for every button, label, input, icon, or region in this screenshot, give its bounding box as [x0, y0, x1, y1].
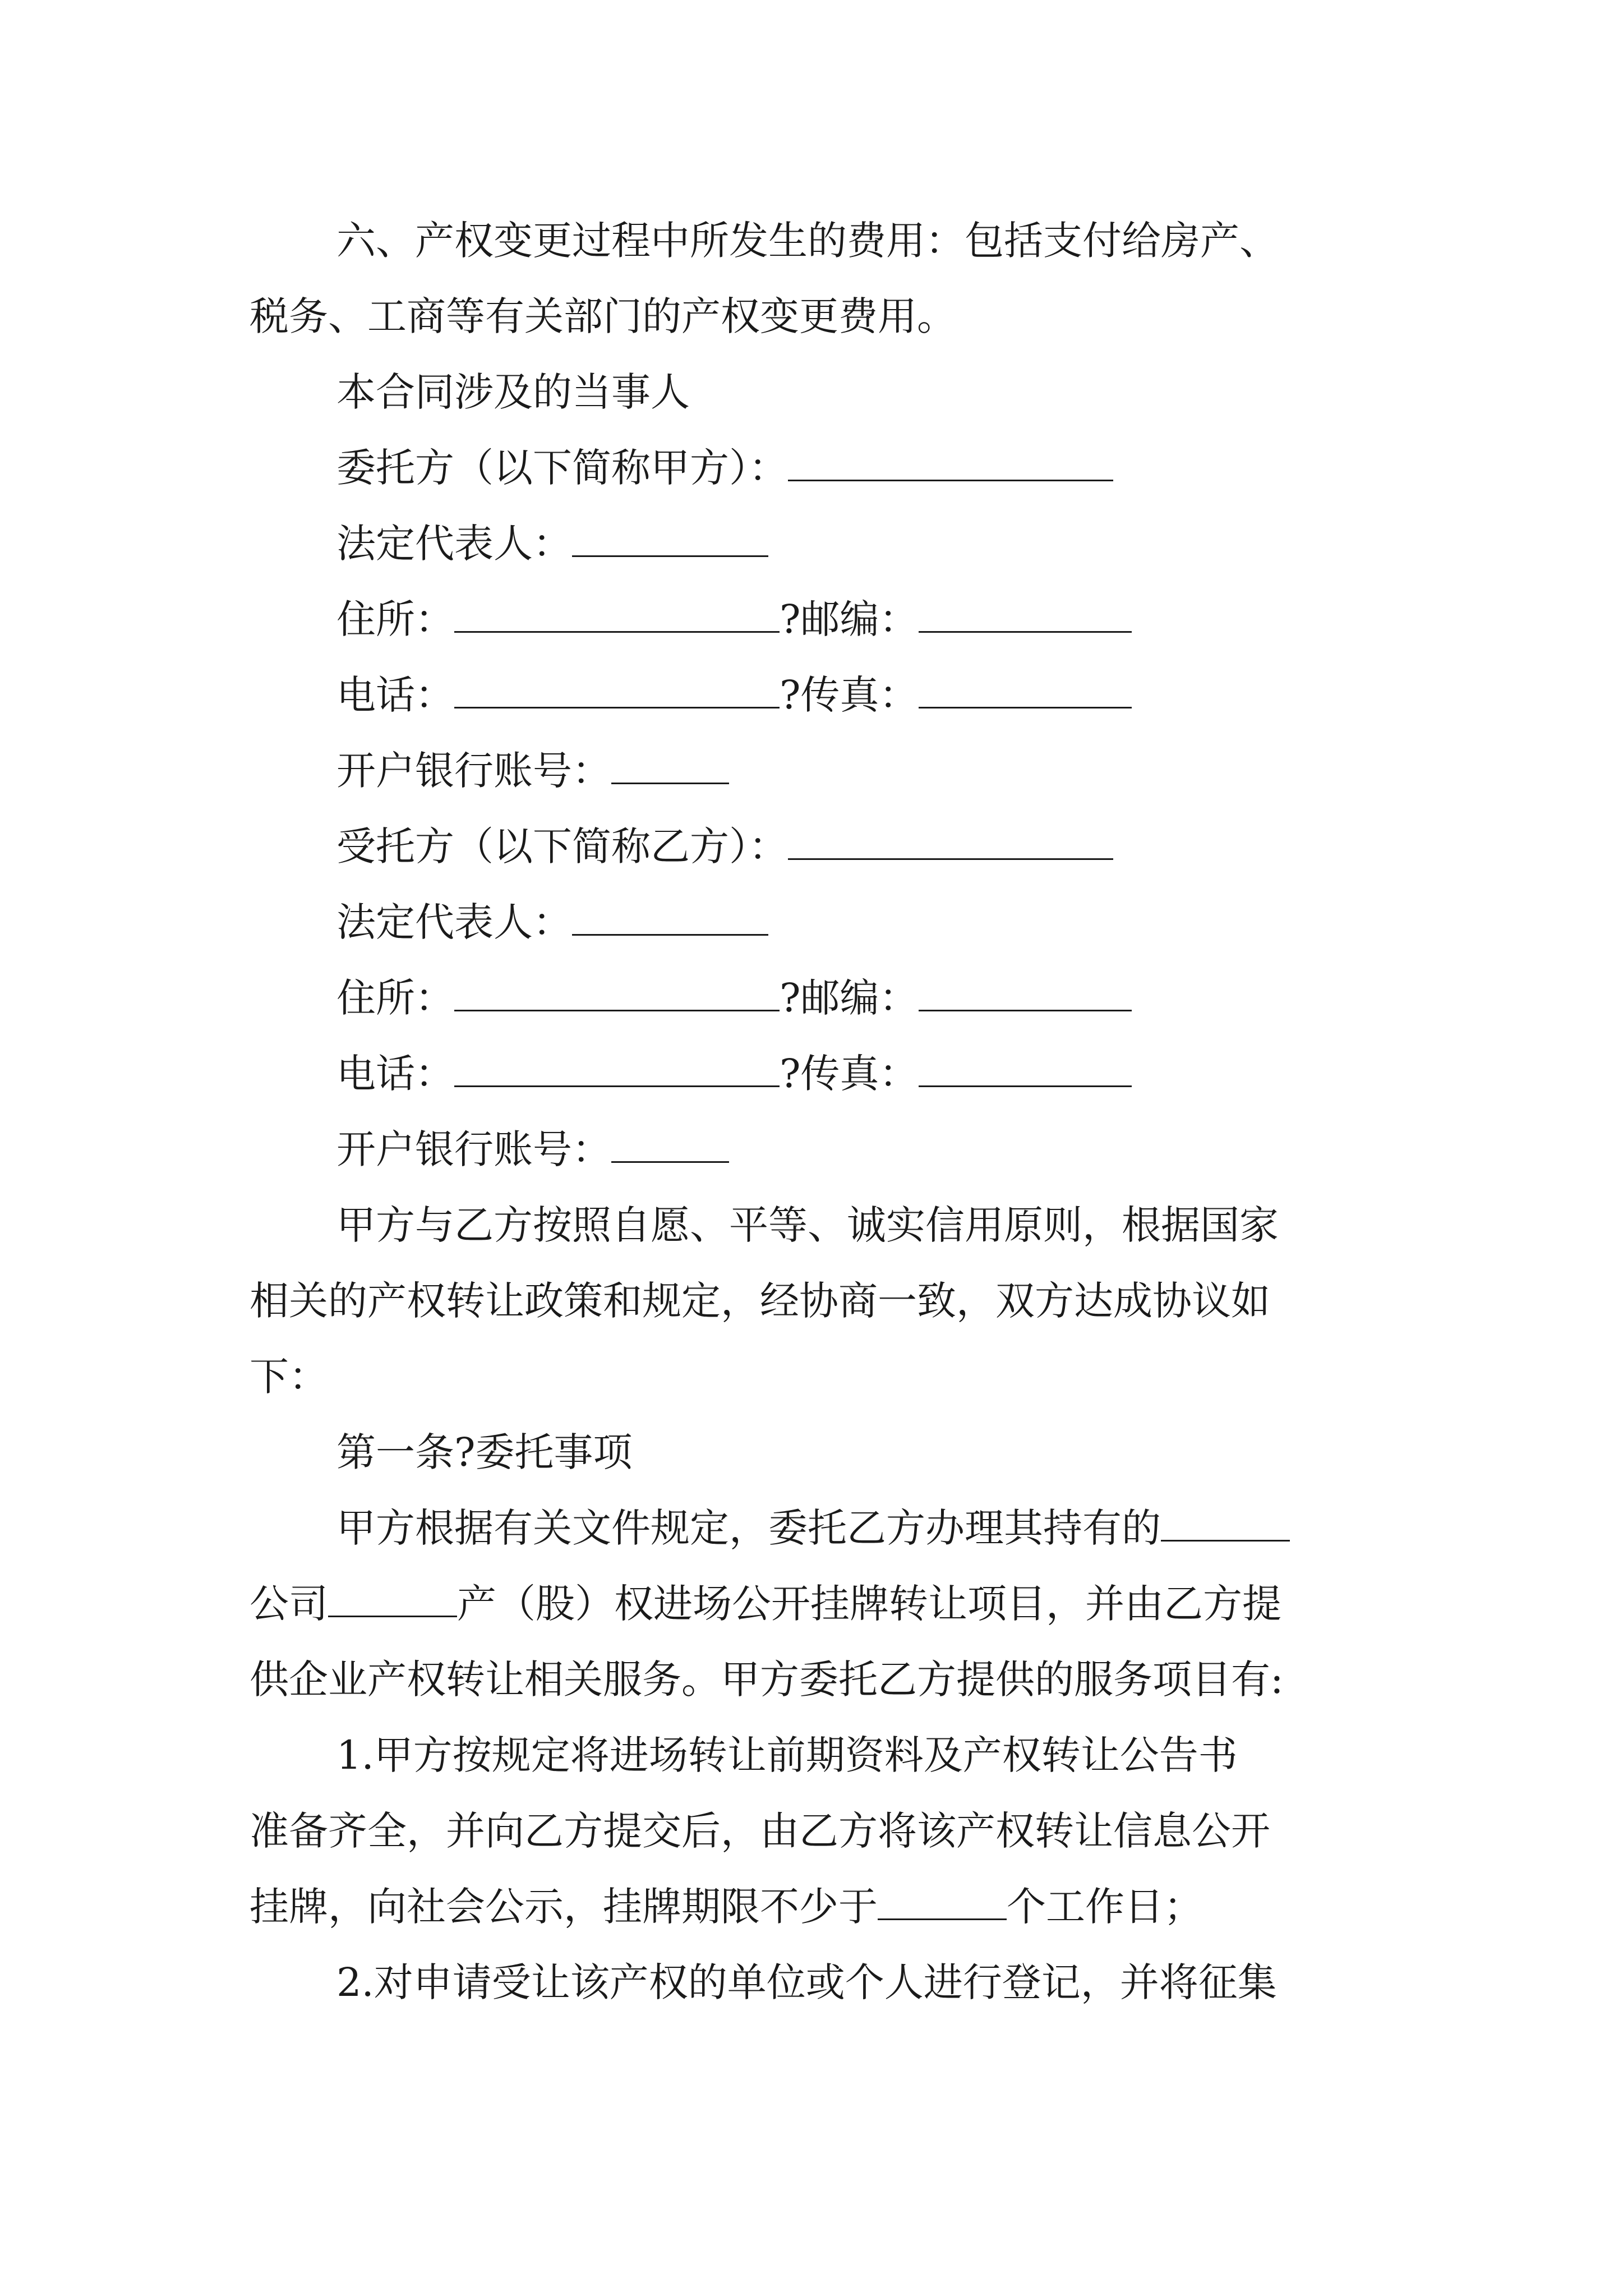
address-line: [0, 964, 1623, 1032]
fill-in-blank: [1161, 1499, 1290, 1542]
fill-in-blank: [454, 666, 780, 708]
field-label: ?邮编：: [780, 596, 919, 642]
fill-in-blank: [611, 1121, 729, 1163]
paragraph-line: [0, 207, 1623, 274]
fill-in-blank: [878, 1878, 1007, 1920]
list-item-line: [0, 1949, 1623, 2016]
field-label: 电话：: [336, 672, 454, 718]
text: 2.对申请受让该产权的单位或个人进行登记，并将征集: [336, 1959, 1277, 2005]
fill-in-blank: [572, 894, 768, 936]
field-label: 电话：: [336, 1051, 454, 1097]
legal-rep-line: [0, 889, 1623, 956]
field-label: 住所：: [336, 596, 454, 642]
list-item-line: [0, 1873, 1623, 1940]
bank-line: [0, 737, 1623, 804]
fill-in-blank: [919, 591, 1132, 633]
field-label: ?传真：: [780, 672, 919, 718]
paragraph-line: [0, 1343, 1623, 1410]
phone-line: [0, 661, 1623, 729]
text: 甲方与乙方按照自愿、平等、诚实信用原则，根据国家: [336, 1202, 1279, 1248]
field-label: 住所：: [336, 975, 454, 1021]
fill-in-blank: [919, 666, 1132, 708]
paragraph-line: [0, 1570, 1623, 1637]
list-item-line: [0, 1722, 1623, 1789]
article-title: [0, 1419, 1623, 1486]
text: 六、产权变更过程中所发生的费用：包括支付给房产、: [336, 218, 1279, 264]
fill-in-blank: [454, 591, 780, 633]
field-label: 委托方（以下简称甲方）：: [336, 445, 788, 491]
text: 产（股）权进场公开挂牌转让项目，并由乙方提: [457, 1581, 1281, 1627]
paragraph-line: [0, 1191, 1623, 1259]
text: 挂牌，向社会公示，挂牌期限不少于: [250, 1884, 878, 1930]
field-label: 受托方（以下简称乙方）：: [336, 823, 788, 869]
fill-in-blank: [788, 818, 1113, 860]
text: 税务、工商等有关部门的产权变更费用。: [250, 293, 956, 339]
fill-in-blank: [611, 742, 729, 784]
fill-in-blank: [454, 1045, 780, 1087]
list-item-line: [0, 1797, 1623, 1865]
fill-in-blank: [919, 1045, 1132, 1087]
text: 本合同涉及的当事人: [336, 369, 690, 415]
paragraph-line: [0, 1267, 1623, 1335]
text: 个工作日；: [1007, 1884, 1203, 1930]
field-label: 法定代表人：: [336, 521, 572, 567]
text: 甲方根据有关文件规定，委托乙方办理其持有的: [336, 1505, 1161, 1551]
bank-line: [0, 1116, 1623, 1183]
text: 准备齐全，并向乙方提交后，由乙方将该产权转让信息公开: [250, 1808, 1270, 1854]
fill-in-blank: [572, 515, 768, 557]
phone-line: [0, 1040, 1623, 1107]
party-a-line: [0, 434, 1623, 501]
text: 相关的产权转让政策和规定，经协商一致，双方达成协议如: [250, 1278, 1270, 1324]
legal-rep-line: [0, 510, 1623, 577]
text: 公司: [250, 1581, 328, 1627]
fill-in-blank: [788, 439, 1113, 481]
address-line: [0, 586, 1623, 653]
section-heading: [0, 358, 1623, 426]
paragraph-line: [0, 1646, 1623, 1713]
field-label: ?传真：: [780, 1051, 919, 1097]
party-b-line: [0, 813, 1623, 880]
text: 下：: [250, 1354, 328, 1400]
paragraph-line: [0, 283, 1623, 350]
fill-in-blank: [328, 1575, 457, 1617]
field-label: 开户银行账号：: [336, 748, 611, 794]
field-label: 法定代表人：: [336, 899, 572, 945]
paragraph-line: [0, 1494, 1623, 1562]
text: 1.甲方按规定将进场转让前期资料及产权转让公告书: [336, 1732, 1238, 1778]
fill-in-blank: [454, 969, 780, 1011]
field-label: ?邮编：: [780, 975, 919, 1021]
fill-in-blank: [919, 969, 1132, 1011]
text: 供企业产权转让相关服务。甲方委托乙方提供的服务项目有:: [250, 1657, 1284, 1703]
text: 第一条?委托事项: [336, 1429, 633, 1475]
field-label: 开户银行账号：: [336, 1126, 611, 1172]
